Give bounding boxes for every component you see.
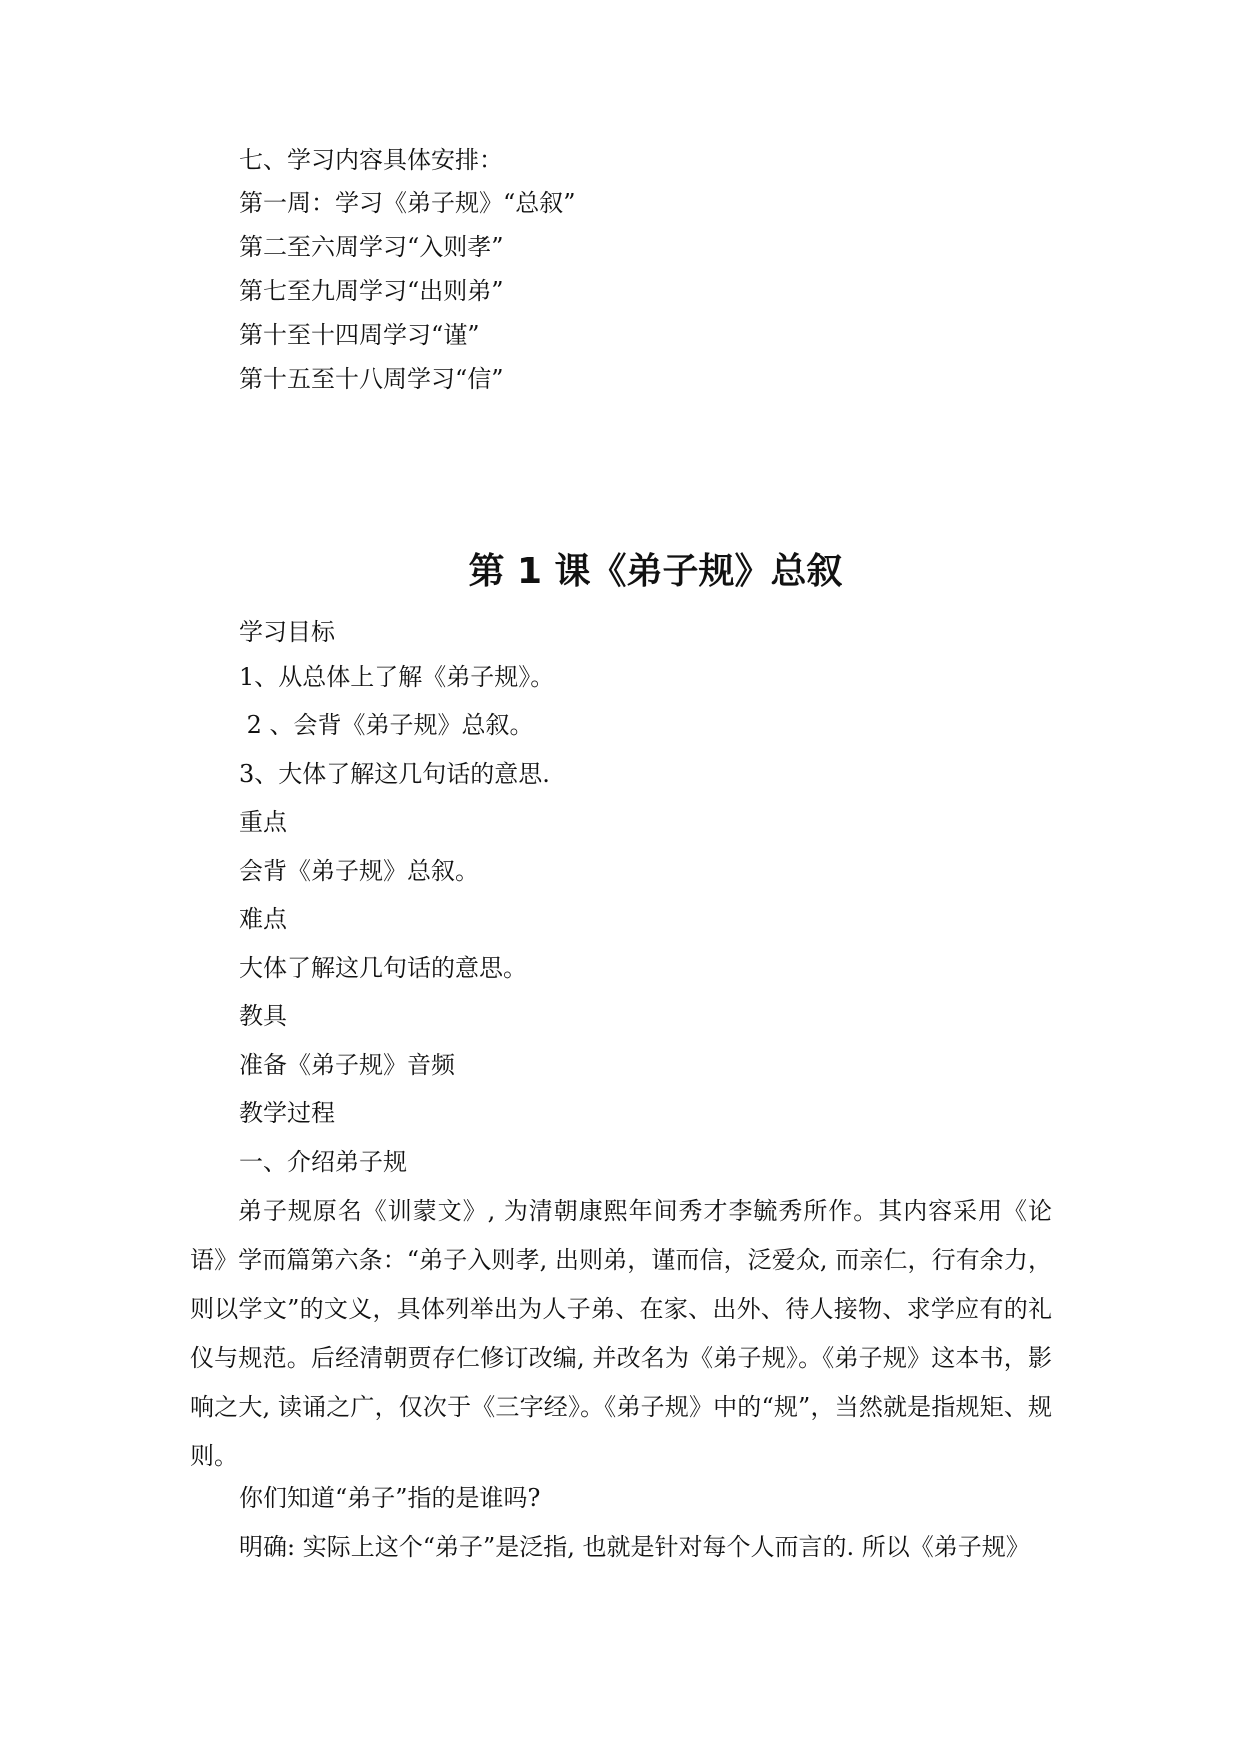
schedule-week-1: 第一周：学习《弟子规》“总叙” [239, 189, 576, 217]
goals-heading: 学习目标 [239, 618, 335, 646]
key-heading: 重点 [239, 808, 287, 836]
schedule-week-15-18: 第十五至十八周学习“信” [239, 365, 504, 393]
tools-text: 准备《弟子规》音频 [239, 1051, 455, 1079]
schedule-week-2-6: 第二至六周学习“入则孝” [239, 233, 504, 261]
goal-item-2: 2 、会背《弟子规》总叙。 [239, 711, 534, 739]
schedule-week-7-9: 第七至九周学习“出则弟” [239, 277, 504, 305]
section-heading: 七、学习内容具体安排： [239, 146, 503, 174]
schedule-week-10-14: 第十至十四周学习“谨” [239, 321, 480, 349]
answer-text: 明确: 实际上这个“弟子”是泛指, 也就是针对每个人而言的. 所以《弟子规》 [239, 1533, 1030, 1561]
goal-item-3: 3、大体了解这几句话的意思. [239, 760, 550, 788]
key-text: 会背《弟子规》总叙。 [239, 857, 479, 885]
process-heading: 教学过程 [239, 1099, 335, 1127]
lesson-title: 第 1 课《弟子规》总叙 [468, 551, 843, 592]
goal-item-1: 1、从总体上了解《弟子规》。 [239, 663, 555, 691]
intro-paragraph: 弟子规原名《训蒙文》, 为清朝康熙年间秀才李毓秀所作。其内容采用《论语》学而篇第六条：“弟子入则孝, 出则弟，谨而信，泛爱众, 而亲仁，行有余力，则以学文”的文义，具体列举出为人子弟、在家、出外、待人接物、求学应有的礼仪与规范。后经清朝贾存仁修订改编, 并改名为《弟子规》。《弟子规》这本书，影响之大, 读诵之广，仅次于《三字经》。《弟子规》中的“规”，当然就是指规矩、规则。 [190, 1197, 1052, 1470]
part1-heading: 一、介绍弟子规 [239, 1148, 407, 1176]
difficulty-heading: 难点 [239, 905, 287, 933]
tools-heading: 教具 [239, 1002, 287, 1030]
difficulty-text: 大体了解这几句话的意思。 [239, 954, 527, 982]
question-text: 你们知道“弟子”指的是谁吗? [239, 1484, 541, 1512]
